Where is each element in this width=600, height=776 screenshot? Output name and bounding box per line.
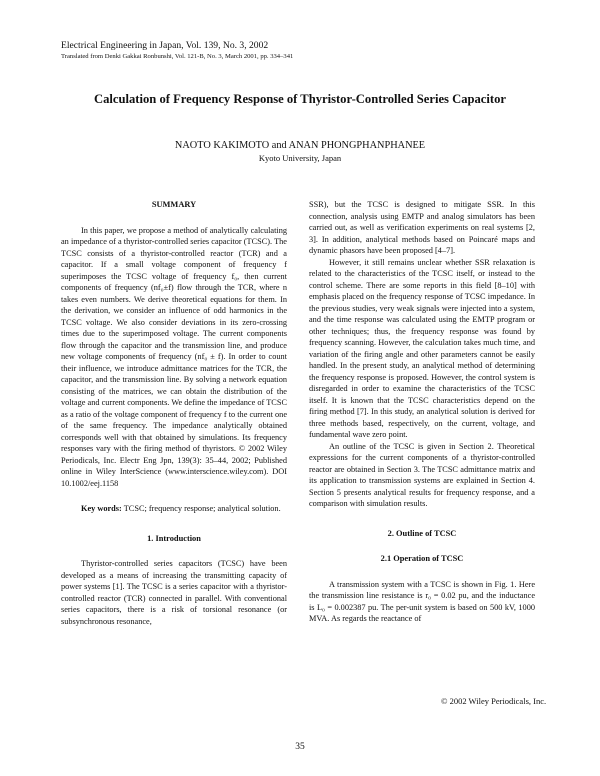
- journal-citation: Electrical Engineering in Japan, Vol. 139, No. 3, 2002: [61, 40, 269, 51]
- introduction-heading: 1. Introduction: [147, 533, 201, 543]
- outline-heading: 2. Outline of TCSC: [387, 528, 457, 538]
- paper-title: Calculation of Frequency Response of Thyristor-Controlled Series Capacitor: [94, 92, 506, 106]
- keywords-paragraph: [61, 503, 287, 515]
- operation-paragraph: A transmission system with a TCSC is shown in Fig. 1. Here the transmission line resistance is r₀ = 0.02 pu, and the inductance is L₀ = 0.002387 pu. The per-unit system is based on 500 kV, 1000 MVA. As regards the reactance of: [309, 579, 535, 623]
- author-list: NAOTO KAKIMOTO and ANAN PHONGPHANPHANEE: [174, 140, 426, 151]
- affiliation: Kyoto University, Japan: [258, 153, 342, 163]
- copyright-notice: © 2002 Wiley Periodicals, Inc.: [441, 696, 547, 706]
- keywords-label: Key words:: [81, 504, 122, 513]
- summary-paragraph: In this paper, we propose a method of analytically calculating an impedance of a thyristor-controlled series capacitor (TCSC). The TCSC consists of a thyristor-controlled reactor (TCR) and a capacitor. If a small voltage component of frequency f superimposes the TCSC voltage of frequency f₀, then current components of frequency (nf₀±f) flow through the TCR, where n takes even numbers. We derive theoretical equations for them. In the derivation, we consider an influence of odd harmonics in the TCSC voltage. We also consider deviations in its zero-crossing times due to the superimposed voltage. The current components flow through the capacitor and the transmission line, and produce new voltage components of frequency (nf₀ ± f). In order to count their influence, we introduce admittance matrices for the TCR, the capacitor, and the transmission line. By solving a network equation consisting of the matrices, we can obtain the distribution of the voltage and current components. We define the impedance of TCSC as a ratio of the voltage component of frequency f to the current one of the same frequency. The impedance analytically obtained corresponds well with that obtained by simulations. Its frequency responses vary with the firing method of thyristors. © 2002 Wiley Periodicals, Inc. Electr Eng Jpn, 139(3): 35–44, 2002; Published online in Wiley InterScience (www.interscience.wiley.com). DOI 10.1002/eej.1158: [61, 225, 288, 488]
- body-paragraph: An outline of the TCSC is given in Section 2. Theoretical expressions for the current components of a thyristor-controlled reactor are obtained in Section 3. The TCSC admittance matrix and its application to transmission systems are explained in Section 4. Section 5 presents analytical results for frequency response, and a comparison with simulation results.: [309, 441, 535, 508]
- summary-heading: SUMMARY: [151, 200, 197, 209]
- page-number: 35: [295, 742, 305, 752]
- body-paragraph: SSR), but the TCSC is designed to mitigate SSR. In this connection, analysis using EMTP and analog simulators has been carried out, as well as verification experiments on real systems [2, 3]. In addition, analytical methods based on Poincaré maps and dynamic phasors have been proposed [4–7].: [309, 200, 535, 255]
- left-column: [61, 199, 287, 627]
- right-column: [309, 199, 535, 625]
- body-paragraph: However, it still remains unclear whether SSR relaxation is related to the characteristics of the TCSC itself, or instead to the control scheme. There are some reports in this field [8–10] with emphasis placed on the frequency response of TCSC impedance. In the previous studies, very weak signals were injected into a system, and the time response was calculated using the EMTP program or other techniques; thus, the frequency response was found by frequency scanning. However, the calculation takes much time, and variation of the firing angle and other parameters cannot be easily handled. In the present study, an analytical method of determining the frequency response is proposed. However, the control system is disregarded in order to examine the characteristics of the TCSC itself. It is known that the TCSC characteristics depend on the firing method [7]. In this study, an analytical solution is derived for three methods based, respectively, on the current, voltage, and fundamental wave zero point.: [309, 257, 535, 439]
- introduction-paragraph: Thyristor-controlled series capacitors (TCSC) have been developed as a means of increasing the transmitting capacity of power systems [1]. The TCSC is a series capacitor with a thyristor-controlled reactor (TCR) connected in parallel. With conventional series capacitors, there is a risk of torsional resonance (or subsynchronous resonance,: [61, 559, 287, 626]
- translation-note: Translated from Denki Gakkai Ronbunshi, Vol. 121-B, No. 3, March 2001, pp. 334–341: [61, 53, 294, 60]
- operation-subheading: 2.1 Operation of TCSC: [380, 554, 464, 563]
- keywords-text: TCSC; frequency response; analytical solution.: [123, 504, 281, 513]
